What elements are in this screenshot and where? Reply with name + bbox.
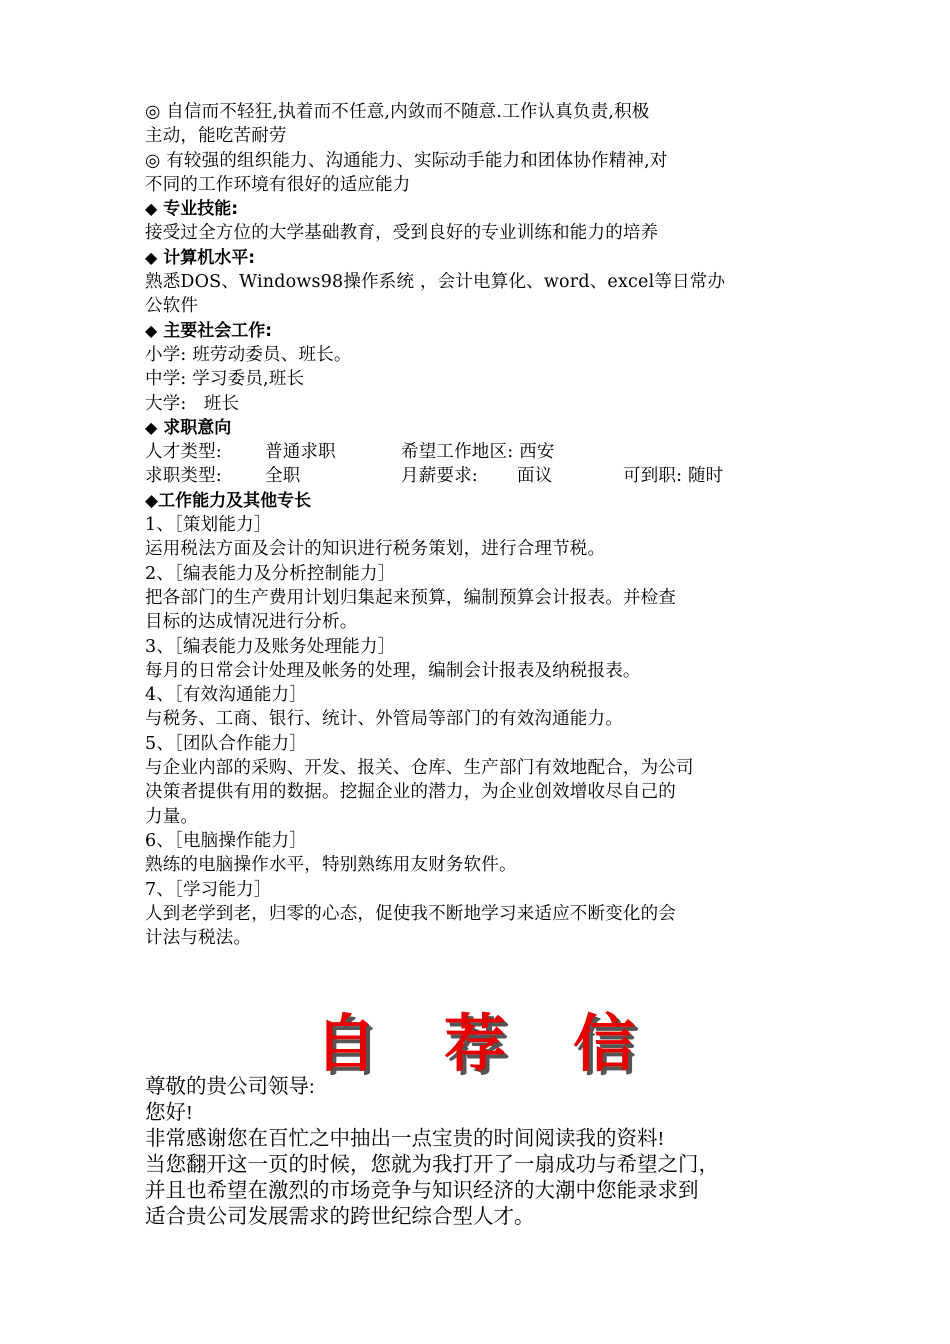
ability-desc: 熟练的电脑操作水平，特别熟练用友财务软件。 — [145, 855, 517, 876]
title-char: 自 — [314, 1007, 377, 1080]
ability-desc: 运用税法方面及会计的知识进行税务策划，进行合理节税。 — [145, 539, 606, 560]
trait-line: 不同的工作环境有很好的适应能力 — [145, 174, 411, 195]
intent-heading: ◆ 求职意向 — [145, 417, 232, 438]
ability-title: 6、［电脑操作能力］ — [145, 830, 307, 851]
ability-desc: 决策者提供有用的数据。挖掘企业的潜力，为企业创效增收尽自己的 — [145, 782, 676, 803]
ability-title: 2、［编表能力及分析控制能力］ — [145, 563, 396, 584]
salary-value: 面议 — [517, 466, 553, 487]
cover-letter-title — [0, 1004, 950, 1084]
diamond-bullet-icon: ◆ — [145, 247, 158, 267]
social-heading: ◆ 主要社会工作: — [145, 320, 273, 341]
social-item: 中学: 学习委员,班长 — [145, 369, 305, 390]
letter-line: 尊敬的贵公司领导: — [145, 1076, 315, 1098]
trait-line: 主动，能吃苦耐劳 — [145, 126, 287, 147]
area-value: 西安 — [519, 442, 555, 463]
ability-desc: 力量。 — [145, 806, 199, 827]
intent-row — [145, 440, 813, 464]
diamond-bullet-icon: ◆ — [145, 199, 158, 219]
ability-desc: 与企业内部的采购、开发、报关、仓库、生产部门有效地配合，为公司 — [145, 758, 694, 779]
diamond-bullet-icon: ◆ — [145, 417, 158, 437]
ability-title: 7、［学习能力］ — [145, 879, 272, 900]
job-label: 求职类型: — [145, 466, 222, 487]
salary-label: 月薪要求: — [401, 466, 478, 487]
skills-heading: ◆ 专业技能: — [145, 199, 239, 220]
ability-desc: 与税务、工商、银行、统计、外管局等部门的有效沟通能力。 — [145, 709, 623, 730]
ability-title: 4、［有效沟通能力］ — [145, 685, 307, 706]
trait-line: ◎ 有较强的组织能力、沟通能力、实际动手能力和团体协作精神,对 — [145, 150, 668, 171]
start-label: 可到职: — [623, 466, 683, 487]
intent-row — [145, 464, 813, 488]
computer-text: 公软件 — [145, 296, 199, 317]
social-item: 小学: 班劳动委员、班长。 — [145, 344, 352, 365]
area-label: 希望工作地区: — [401, 442, 514, 463]
start-value: 随时 — [687, 466, 724, 487]
letter-line: 您好! — [145, 1102, 193, 1124]
ability-desc: 人到老学到老，归零的心态，促使我不断地学习来适应不断变化的会 — [145, 903, 676, 924]
job-value: 全职 — [265, 466, 301, 487]
ability-desc: 每月的日常会计处理及帐务的处理，编制会计报表及纳税报表。 — [145, 660, 641, 681]
ability-list — [145, 513, 813, 950]
ability-title: 1、［策划能力］ — [145, 515, 272, 536]
talent-label: 人才类型: — [145, 442, 222, 463]
computer-text: 熟悉DOS、Windows98操作系统 ，会计电算化、word、excel等日常办 — [145, 272, 726, 293]
skills-text: 接受过全方位的大学基础教育，受到良好的专业训练和能力的培养 — [145, 223, 659, 244]
social-item: 大学: 班长 — [145, 393, 240, 414]
ability-desc: 目标的达成情况进行分析。 — [145, 612, 358, 633]
diamond-bullet-icon: ◆ — [145, 320, 158, 340]
ability-heading: ◆工作能力及其他专长 — [145, 490, 312, 511]
ability-desc: 计法与税法。 — [145, 928, 252, 949]
ability-desc: 把各部门的生产费用计划归集起来预算，编制预算会计报表。并检查 — [145, 587, 676, 608]
computer-heading: ◆ 计算机水平: — [145, 247, 256, 268]
ability-title: 5、［团队合作能力］ — [145, 733, 307, 754]
trait-line: ◎ 自信而不轻狂,执着而不任意,内敛而不随意.工作认真负责,积极 — [145, 102, 650, 122]
letter-line: 并且也希望在激烈的市场竞争与知识经济的大潮中您能录求到 — [145, 1180, 699, 1202]
cover-letter-body — [145, 1074, 813, 1230]
ability-title: 3、［编表能力及账务处理能力］ — [145, 636, 396, 657]
talent-value: 普通求职 — [265, 442, 336, 463]
letter-line: 适合贵公司发展需求的跨世纪综合型人才。 — [145, 1206, 535, 1228]
title-char: 信 — [573, 1007, 636, 1080]
resume-section — [145, 100, 813, 950]
letter-line: 非常感谢您在百忙之中抽出一点宝贵的时间阅读我的资料! — [145, 1128, 665, 1150]
letter-line: 当您翻开这一页的时候，您就为我打开了一扇成功与希望之门， — [145, 1154, 719, 1176]
title-char: 荐 — [443, 1007, 506, 1080]
